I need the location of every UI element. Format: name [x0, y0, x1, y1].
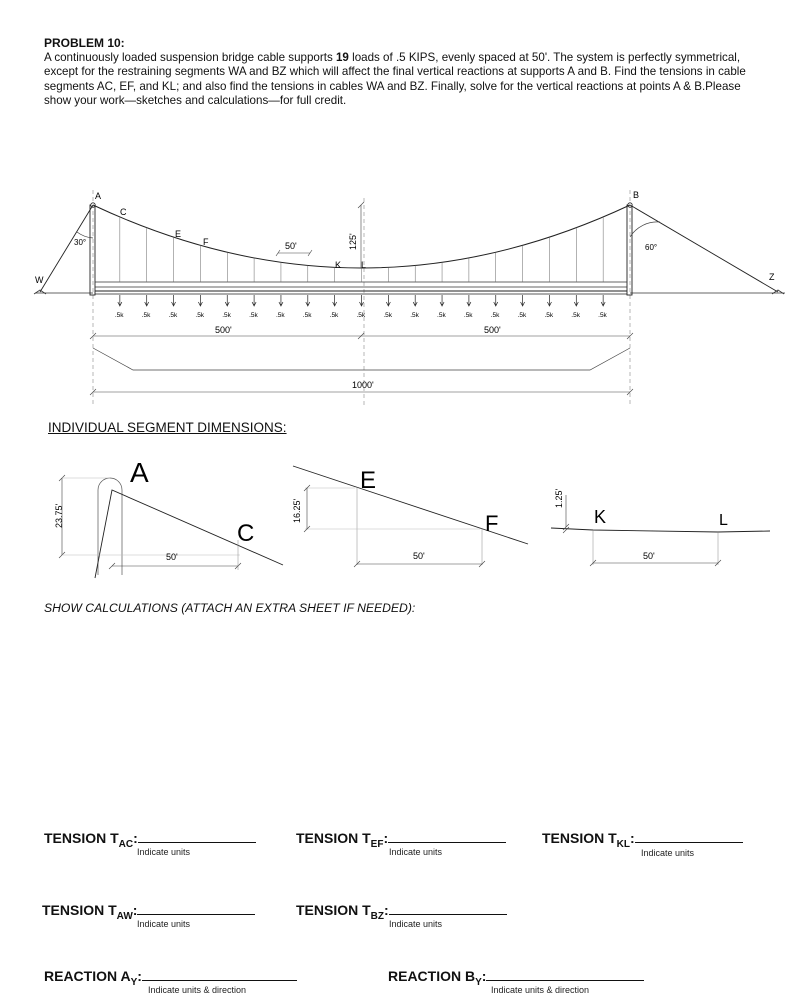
load-arrow	[360, 295, 364, 306]
point-e-label: E	[175, 229, 182, 239]
load-label: .5k	[222, 312, 231, 319]
load-label: .5k	[275, 312, 285, 319]
load-arrow	[333, 295, 337, 306]
calculations-prompt: SHOW CALCULATIONS (ATTACH AN EXTRA SHEET IF NEEDED):	[44, 601, 416, 615]
reaction-by-field[interactable]: REACTION $B_Y$:	[388, 966, 644, 988]
point-z-label: Z	[769, 272, 775, 282]
load-arrow	[306, 295, 310, 306]
point-k-label: K	[335, 260, 342, 270]
segment-ef-diagram	[292, 466, 528, 567]
load-label: .5k	[437, 312, 446, 319]
tension-bz-field[interactable]: TENSION $T_{BZ}$:	[296, 900, 507, 922]
point-c-label: C	[120, 207, 127, 217]
load-arrow	[521, 295, 525, 306]
problem-title: PROBLEM 10:	[44, 36, 125, 50]
reaction-ay-hint: Indicate units & direction	[148, 985, 247, 995]
load-arrow	[386, 295, 390, 306]
load-label: .5k	[114, 312, 124, 319]
problem-text-2: loads of .5 KIPS, evenly spaced at 50'. The system is perfectly symmetrical, except for the restraining segments WA and BZ which will affect the final vertical reactions at supports A and B. Find the tensions in cable segments AC, EF, and KL; and also find the tensions in cables WA and BZ. Finally, solve for the vertical reactions at points A & B.Please show your work—sketches and calculations—for full credit.	[44, 51, 746, 107]
load-label: .5k	[383, 312, 393, 319]
load-label: .5k	[410, 312, 419, 319]
segment-ac-label-a: A	[130, 457, 149, 488]
reaction-by-hint: Indicate units & direction	[491, 985, 590, 995]
load-label: .5k	[463, 312, 473, 319]
load-arrows	[118, 295, 605, 306]
span-label: 1000'	[352, 380, 374, 390]
sag-label: 125'	[348, 233, 358, 250]
load-arrow	[547, 295, 551, 306]
load-label: .5k	[141, 312, 151, 319]
load-label: .5k	[544, 312, 554, 319]
load-arrow	[145, 295, 149, 306]
load-label: .5k	[302, 312, 312, 319]
segment-kl-label-l: L	[719, 512, 728, 529]
half-span-left-label: 500'	[215, 325, 232, 335]
spacing-label: 50'	[285, 241, 297, 251]
load-arrow	[252, 295, 256, 306]
load-arrow	[198, 295, 202, 306]
tension-bz-hint: Indicate units	[389, 919, 443, 929]
tension-kl-field[interactable]: TENSION $T_{KL}$:	[542, 828, 743, 850]
point-b-label: B	[633, 190, 640, 200]
point-a-label: A	[95, 191, 102, 201]
load-label: .5k	[195, 312, 205, 319]
tension-ef-field[interactable]: TENSION $T_{EF}$:	[296, 828, 506, 850]
segment-ac-rise: 23.75'	[54, 503, 64, 528]
tension-aw-field[interactable]: TENSION $T_{AW}$:	[42, 900, 255, 922]
load-arrow	[574, 295, 578, 306]
segment-kl-diagram	[551, 488, 770, 566]
load-label: .5k	[598, 312, 607, 319]
tension-aw-hint: Indicate units	[137, 919, 191, 929]
tension-kl-hint: Indicate units	[641, 848, 695, 858]
loads-count: 19	[335, 51, 349, 65]
segment-ac-diagram	[54, 457, 283, 578]
point-l-label: L	[361, 260, 367, 270]
load-label: .5k	[168, 312, 178, 319]
load-labels	[115, 312, 608, 319]
load-label: .5k	[329, 312, 339, 319]
load-arrow	[467, 295, 471, 306]
load-label: .5k	[517, 312, 527, 319]
segment-kl-run: 50'	[643, 551, 655, 561]
segment-ef-rise: 16.25'	[292, 498, 302, 523]
load-arrow	[279, 295, 283, 306]
segment-kl-label-k: K	[594, 507, 607, 527]
load-arrow	[440, 295, 444, 306]
tension-ac-hint: Indicate units	[137, 847, 191, 857]
load-arrow	[172, 295, 176, 306]
point-f-label: F	[203, 237, 209, 247]
angle-right-label: 60°	[645, 243, 658, 252]
tension-ef-hint: Indicate units	[389, 847, 443, 857]
segment-kl-rise: 1.25'	[554, 488, 564, 508]
point-w-label: W	[35, 275, 44, 285]
segment-ef-run: 50'	[413, 551, 425, 561]
load-arrow	[494, 295, 498, 306]
segment-dimensions-heading: INDIVIDUAL SEGMENT DIMENSIONS:	[48, 420, 287, 435]
hangers	[120, 217, 603, 282]
segment-ef-label-f: F	[485, 511, 499, 536]
load-label: .5k	[249, 312, 258, 319]
segment-ac-run: 50'	[166, 552, 178, 562]
load-arrow	[225, 295, 229, 306]
segment-ef-label-e: E	[360, 467, 377, 494]
load-arrow	[413, 295, 417, 306]
half-span-right-label: 500'	[484, 325, 501, 335]
tension-ac-field[interactable]: TENSION $T_{AC}$:	[44, 828, 256, 850]
load-label: .5k	[490, 312, 500, 319]
load-arrow	[118, 295, 122, 306]
angle-left-label: 30°	[74, 238, 87, 247]
load-label: .5k	[356, 312, 366, 319]
load-label: .5k	[571, 312, 580, 319]
segment-ac-label-c: C	[237, 520, 255, 547]
problem-text-1: A continuously loaded suspension bridge cable supports	[44, 51, 336, 65]
reaction-ay-field[interactable]: REACTION $A_Y$:	[44, 966, 297, 988]
load-arrow	[601, 295, 605, 306]
